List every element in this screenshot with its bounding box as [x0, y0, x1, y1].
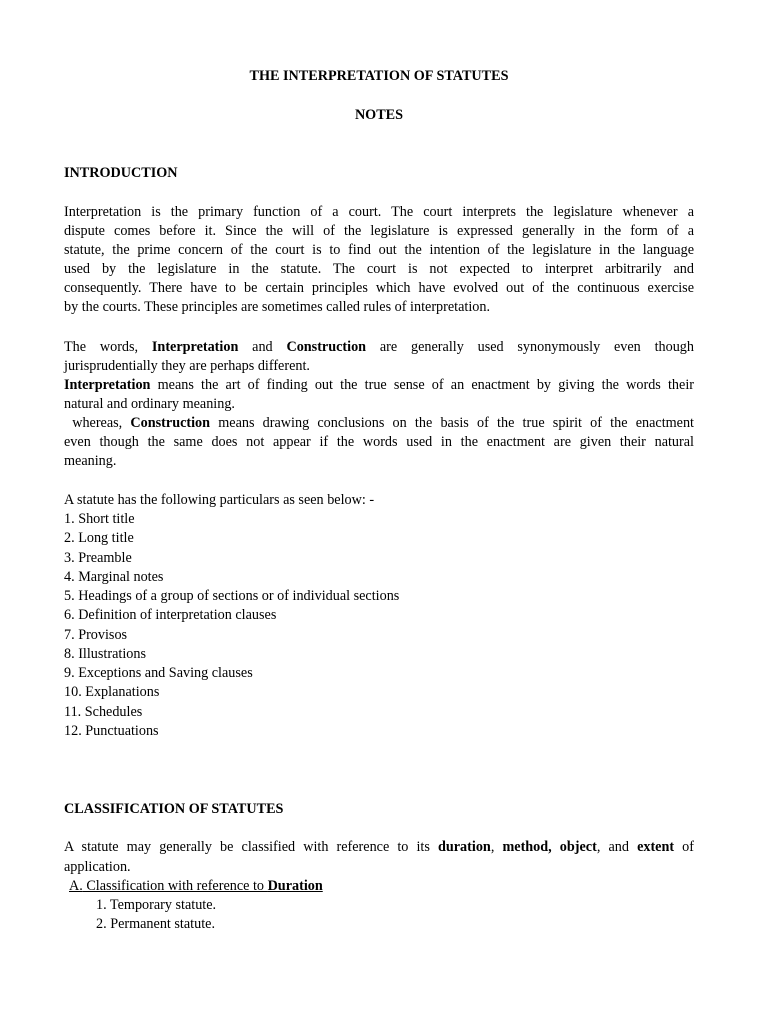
- intro-para1-line: dispute comes before it. Since the will of the legislature is expressed generally in the form of a: [64, 223, 694, 239]
- particulars-item: 7. Provisos: [64, 627, 128, 643]
- intro-para3-line2: natural and ordinary meaning.: [64, 396, 235, 412]
- document-subtitle: NOTES: [354, 107, 404, 123]
- term-construction: Construction: [130, 415, 211, 431]
- particulars-item: 8. Illustrations: [64, 646, 146, 662]
- duration-item: 1. Temporary statute.: [96, 897, 217, 913]
- term-duration: duration: [437, 839, 491, 855]
- intro-para2-line1: [64, 338, 694, 357]
- text-run: , and: [596, 839, 638, 855]
- text-run: A statute may generally be classified with reference to its: [64, 839, 438, 855]
- intro-para4-line1: [64, 414, 694, 433]
- text-run: whereas,: [64, 415, 131, 431]
- intro-para4-line2: even though the same does not appear if the words used in the enactment are given their natural: [64, 434, 694, 450]
- introduction-heading: INTRODUCTION: [64, 165, 178, 181]
- classification-line1: [64, 838, 694, 857]
- intro-para4-line3: meaning.: [64, 453, 117, 469]
- intro-para1-line: by the courts. These principles are sometimes called rules of interpretation.: [64, 299, 491, 315]
- text-run: The words,: [64, 339, 152, 355]
- classification-heading: CLASSIFICATION OF STATUTES: [64, 801, 284, 817]
- particulars-item: 9. Exceptions and Saving clauses: [64, 665, 253, 681]
- term-construction: Construction: [286, 339, 367, 355]
- term-method-object: method, object: [502, 839, 597, 855]
- particulars-item: 3. Preamble: [64, 550, 132, 566]
- intro-para1-line: Interpretation is the primary function of a court. The court interprets the legislature whenever a: [64, 204, 694, 220]
- particulars-item: 10. Explanations: [64, 684, 160, 700]
- text-run: Classification with reference to: [82, 878, 268, 894]
- particulars-item: 6. Definition of interpretation clauses: [64, 607, 277, 623]
- subsection-a-label: A.: [69, 878, 83, 894]
- particulars-item: 11. Schedules: [64, 704, 143, 720]
- text-run: are generally used synonymously even though: [366, 339, 694, 355]
- intro-para1-line: used by the legislature in the statute. The court is not expected to interpret arbitrarily and: [64, 261, 694, 277]
- text-run: means drawing conclusions on the basis of the true spirit of the enactment: [210, 415, 695, 431]
- subsection-a-heading: [69, 877, 323, 896]
- intro-para2-line2: jurisprudentially they are perhaps different.: [64, 358, 310, 374]
- particulars-item: 5. Headings of a group of sections or of individual sections: [64, 588, 400, 604]
- classification-line2: application.: [64, 859, 131, 875]
- intro-para1-line: statute, the prime concern of the court is to find out the intention of the legislature in the language: [64, 242, 694, 258]
- term-interpretation: Interpretation: [151, 339, 239, 355]
- intro-para1-line: consequently. There have to be certain principles which have evolved out of the continuous exercise: [64, 280, 694, 296]
- text-run: means the art of finding out the true sense of an enactment by giving the words their: [150, 377, 694, 393]
- particulars-intro: A statute has the following particulars as seen below: -: [64, 492, 375, 508]
- text-run: and: [238, 339, 287, 355]
- term-duration: Duration: [267, 878, 323, 894]
- particulars-item: 4. Marginal notes: [64, 569, 164, 585]
- text-run: ,: [490, 839, 503, 855]
- document-title: THE INTERPRETATION OF STATUTES: [249, 68, 509, 84]
- particulars-item: 1. Short title: [64, 511, 135, 527]
- term-interpretation: Interpretation: [64, 377, 151, 393]
- particulars-item: 12. Punctuations: [64, 723, 159, 739]
- particulars-item: 2. Long title: [64, 530, 134, 546]
- duration-item: 2. Permanent statute.: [96, 916, 215, 932]
- intro-para3-line1: [64, 376, 694, 395]
- term-extent: extent: [637, 839, 675, 855]
- text-run: of: [674, 839, 695, 855]
